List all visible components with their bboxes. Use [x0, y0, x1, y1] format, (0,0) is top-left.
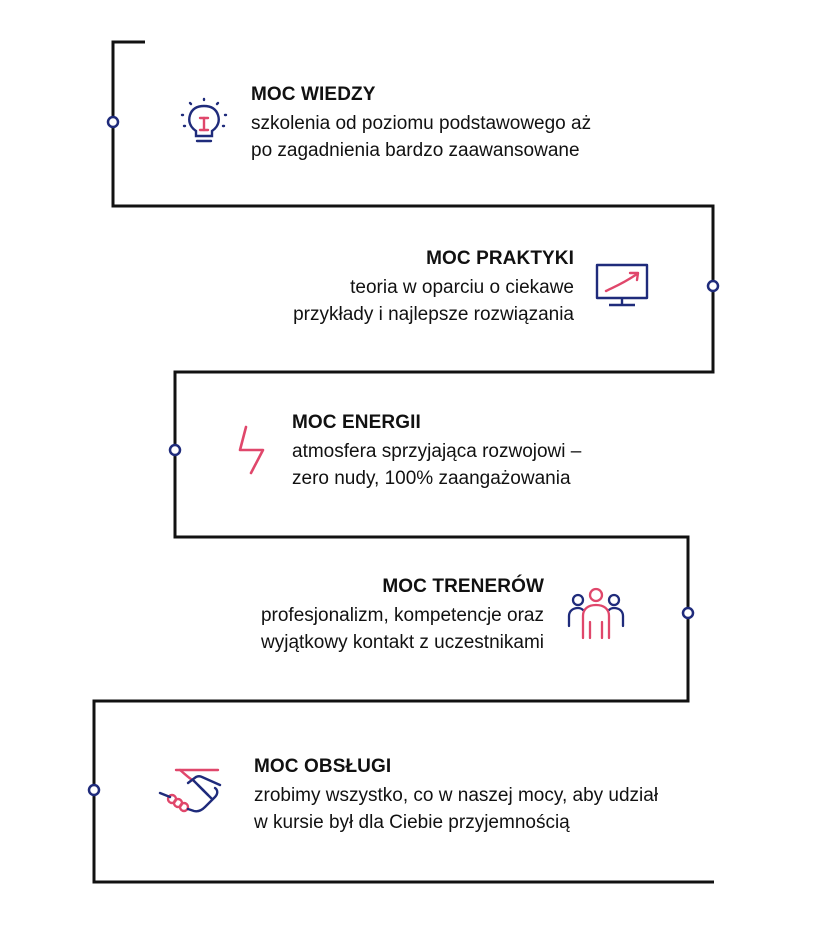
benefit-title: MOC WIEDZY: [251, 84, 376, 105]
timeline-node: [683, 608, 693, 618]
benefit-description: zrobimy wszystko, co w naszej mocy, aby udział: [254, 785, 659, 806]
benefit-item-practice: [293, 246, 574, 328]
lightning-icon: [236, 424, 272, 476]
benefit-item-knowledge: [251, 82, 591, 164]
lightbulb-icon: [176, 96, 232, 152]
benefit-item-service: [254, 754, 658, 836]
benefit-title: MOC ENERGII: [292, 412, 421, 433]
timeline-node: [170, 445, 180, 455]
benefit-description: szkolenia od poziomu podstawowego aż: [251, 113, 592, 134]
benefit-description: zero nudy, 100% zaangażowania: [292, 468, 571, 489]
handshake-icon: [158, 763, 224, 817]
benefit-title: MOC TRENERÓW: [382, 576, 544, 597]
monitor-chart-icon: [594, 262, 652, 310]
benefit-description: po zagadnienia bardzo zaawansowane: [251, 140, 580, 161]
benefit-title: MOC OBSŁUGI: [254, 756, 392, 777]
team-icon: [566, 586, 626, 642]
benefit-title: MOC PRAKTYKI: [426, 248, 574, 269]
benefit-description: w kursie był dla Ciebie przyjemnością: [254, 812, 570, 833]
benefit-description: teoria w oparciu o ciekawe: [350, 277, 574, 298]
benefit-item-trainers: [261, 574, 544, 656]
timeline-node: [108, 117, 118, 127]
benefit-description: atmosfera sprzyjająca rozwojowi –: [292, 441, 582, 462]
timeline-node: [708, 281, 718, 291]
benefit-item-energy: [292, 410, 581, 492]
benefit-description: profesjonalizm, kompetencje oraz: [260, 605, 544, 626]
benefit-description: wyjątkowy kontakt z uczestnikami: [261, 632, 544, 653]
benefit-description: przykłady i najlepsze rozwiązania: [293, 304, 574, 325]
timeline-node: [89, 785, 99, 795]
